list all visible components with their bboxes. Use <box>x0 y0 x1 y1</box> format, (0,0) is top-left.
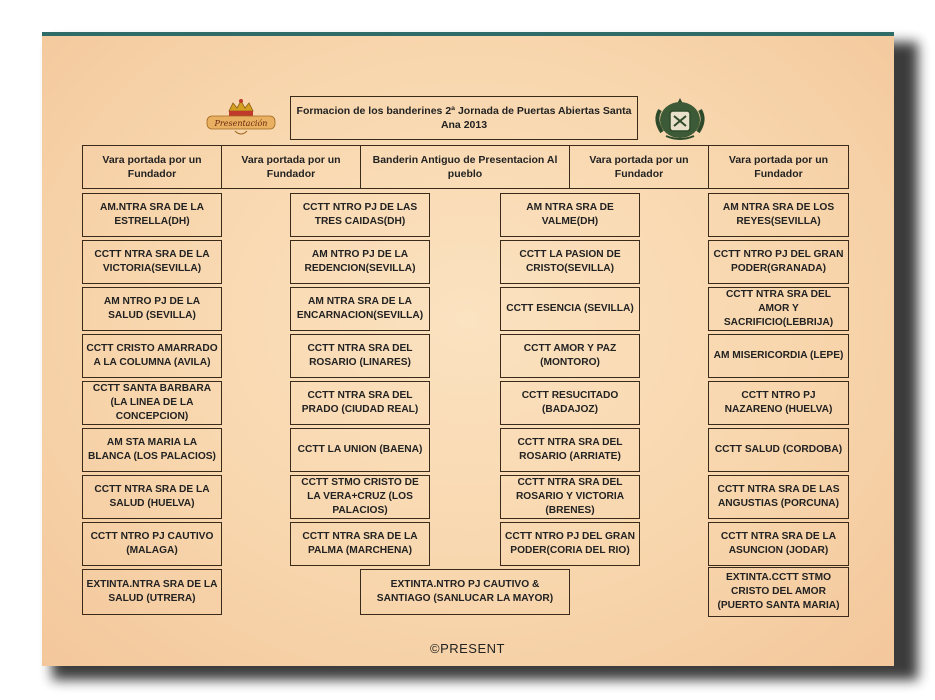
header-col4: Vara portada por un Fundador <box>708 145 849 189</box>
header-col3: Vara portada por un Fundador <box>569 145 709 189</box>
center-bottom-entry: EXTINTA.NTRO PJ CAUTIVO & SANTIAGO (SANLUCAR LA MAYOR) <box>360 569 570 615</box>
col4-entry: CCTT SALUD (CORDOBA) <box>708 428 849 472</box>
brotherhood-shield-logo <box>652 96 708 142</box>
col4-entry: CCTT NTRA SRA DEL AMOR Y SACRIFICIO(LEBRIJA) <box>708 287 849 331</box>
col4-entry: EXTINTA.CCTT STMO CRISTO DEL AMOR (PUERTO SANTA MARIA) <box>708 567 849 617</box>
header-center: Banderin Antiguo de Presentacion Al pueblo <box>360 145 570 189</box>
col3-entry: CCTT RESUCITADO (BADAJOZ) <box>500 381 640 425</box>
col4-entry: AM NTRA SRA DE LOS REYES(SEVILLA) <box>708 193 849 237</box>
col1-entry: CCTT NTRA SRA DE LA VICTORIA(SEVILLA) <box>82 240 222 284</box>
col1-entry: AM NTRO PJ DE LA SALUD (SEVILLA) <box>82 287 222 331</box>
col3-entry: CCTT LA PASION DE CRISTO(SEVILLA) <box>500 240 640 284</box>
col3-entry: AM NTRA SRA DE VALME(DH) <box>500 193 640 237</box>
col2-entry: CCTT NTRA SRA DEL PRADO (CIUDAD REAL) <box>290 381 430 425</box>
col3-entry: CCTT NTRA SRA DEL ROSARIO (ARRIATE) <box>500 428 640 472</box>
col3-entry: CCTT NTRA SRA DEL ROSARIO Y VICTORIA (BRENES) <box>500 475 640 519</box>
header-col2: Vara portada por un Fundador <box>221 145 361 189</box>
col2-entry: AM NTRO PJ DE LA REDENCION(SEVILLA) <box>290 240 430 284</box>
header-col1: Vara portada por un Fundador <box>82 145 222 189</box>
col3-entry: CCTT AMOR Y PAZ (MONTORO) <box>500 334 640 378</box>
col2-entry: CCTT STMO CRISTO DE LA VERA+CRUZ (LOS PALACIOS) <box>290 475 430 519</box>
col1-entry: EXTINTA.NTRA SRA DE LA SALUD (UTRERA) <box>82 569 222 615</box>
col1-entry: AM.NTRA SRA DE LA ESTRELLA(DH) <box>82 193 222 237</box>
col2-entry: CCTT NTRA SRA DEL ROSARIO (LINARES) <box>290 334 430 378</box>
col4-entry: AM MISERICORDIA (LEPE) <box>708 334 849 378</box>
col1-entry: CCTT NTRA SRA DE LA SALUD (HUELVA) <box>82 475 222 519</box>
col1-entry: AM STA MARIA LA BLANCA (LOS PALACIOS) <box>82 428 222 472</box>
col4-entry: CCTT NTRA SRA DE LAS ANGUSTIAS (PORCUNA) <box>708 475 849 519</box>
col3-entry: CCTT NTRO PJ DEL GRAN PODER(CORIA DEL RIO) <box>500 522 640 566</box>
col4-entry: CCTT NTRA SRA DE LA ASUNCION (JODAR) <box>708 522 849 566</box>
col2-entry: CCTT NTRO PJ DE LAS TRES CAIDAS(DH) <box>290 193 430 237</box>
col2-entry: CCTT LA UNION (BAENA) <box>290 428 430 472</box>
col4-entry: CCTT NTRO PJ DEL GRAN PODER(GRANADA) <box>708 240 849 284</box>
col1-entry: CCTT SANTA BARBARA (LA LINEA DE LA CONCEPCION) <box>82 381 222 425</box>
svg-text:Presentación: Presentación <box>214 119 268 128</box>
col2-entry: AM NTRA SRA DE LA ENCARNACION(SEVILLA) <box>290 287 430 331</box>
col1-entry: CCTT CRISTO AMARRADO A LA COLUMNA (AVILA) <box>82 334 222 378</box>
col3-entry: CCTT ESENCIA (SEVILLA) <box>500 287 640 331</box>
col2-entry: CCTT NTRA SRA DE LA PALMA (MARCHENA) <box>290 522 430 566</box>
page-title: Formacion de los banderines 2ª Jornada de Puertas Abiertas Santa Ana 2013 <box>290 96 638 140</box>
col1-entry: CCTT NTRO PJ CAUTIVO (MALAGA) <box>82 522 222 566</box>
col4-entry: CCTT NTRO PJ NAZARENO (HUELVA) <box>708 381 849 425</box>
presentacion-crest-logo <box>205 97 277 139</box>
copyright-footer: ©PRESENT <box>430 641 505 656</box>
